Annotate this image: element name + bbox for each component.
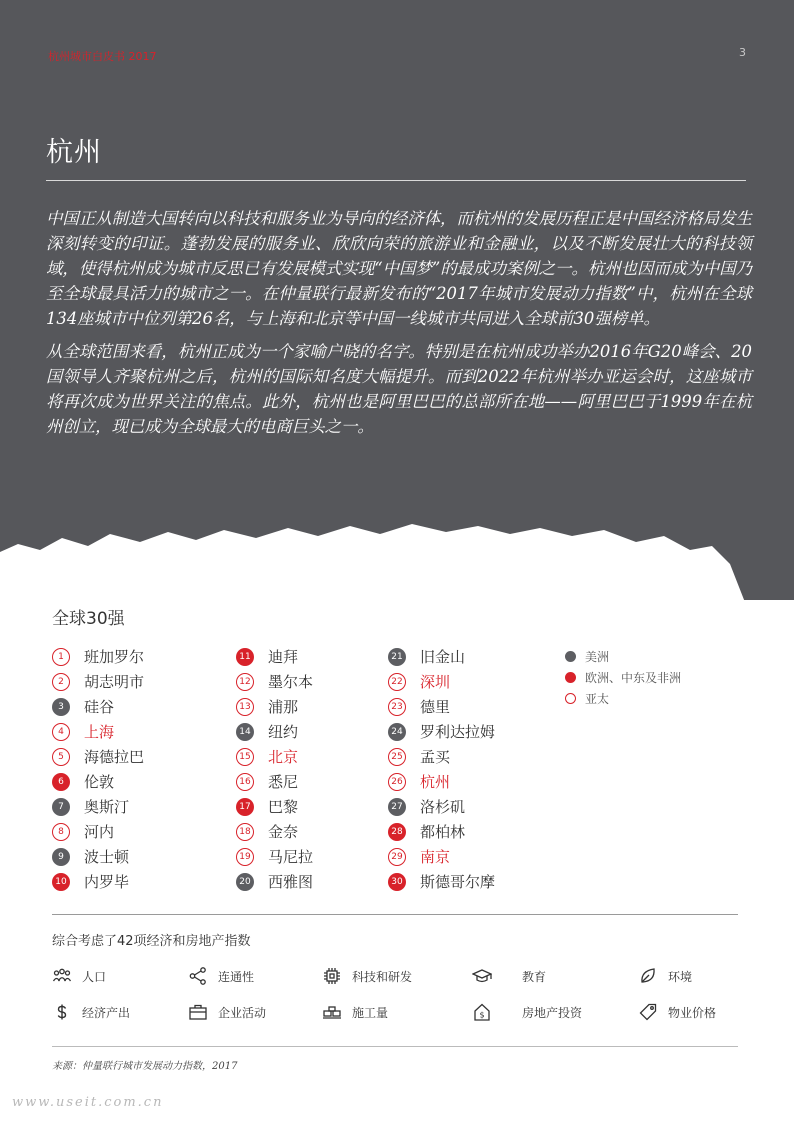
rank-badge: 18 [236,823,254,841]
city-name: 纽约 [268,723,299,741]
city-name: 河内 [84,823,115,841]
city-name: 奥斯汀 [84,798,130,816]
city-name: 班加罗尔 [84,648,145,666]
rank-item [388,719,495,744]
page-number: 3 [739,46,746,59]
chip-icon [322,966,342,986]
rank-item [388,644,495,669]
rank-item [388,819,495,844]
house-dollar-icon [472,1002,492,1022]
indicator-business-activity [188,1001,266,1023]
rank-badge: 10 [52,873,70,891]
city-name: 西雅图 [268,873,314,891]
indicator-education [472,965,546,987]
city-name: 悉尼 [268,773,299,791]
city-name: 硅谷 [84,698,115,716]
city-name: 洛杉矶 [420,798,466,816]
rank-item [388,769,495,794]
title-divider [46,180,746,181]
apac-dot-icon [565,693,576,704]
section-title: 杭州 [46,137,102,168]
svg-text:$: $ [479,1010,485,1020]
city-name: 德里 [420,698,451,716]
rank-item [52,644,144,669]
rank-badge: 29 [388,848,406,866]
rank-badge: 21 [388,648,406,666]
rank-badge: 23 [388,698,406,716]
city-name: 内罗毕 [84,873,130,891]
rank-item [52,744,144,769]
indicator-tech-rd [322,965,412,987]
rank-badge: 15 [236,748,254,766]
rank-item [52,844,144,869]
price-tag-icon [638,1002,658,1022]
rank-badge: 3 [52,698,70,716]
rank-item [236,744,313,769]
indicator-label: 经济产出 [82,1005,131,1020]
source-note: 来源：仲量联行城市发展动力指数，2017 [52,1061,238,1072]
rank-badge: 24 [388,723,406,741]
rank-item [388,794,495,819]
indicator-property-prices [638,1001,716,1023]
rank-item [236,869,313,894]
rank-badge: 16 [236,773,254,791]
rank-item [388,744,495,769]
briefcase-icon [188,1002,208,1022]
city-name: 深圳 [420,673,451,691]
indicator-environment [638,965,692,987]
section-divider [52,914,738,915]
city-name: 南京 [420,848,451,866]
legend-item-americas [565,646,681,667]
ranking-column [388,644,495,894]
rank-item [388,669,495,694]
city-name: 斯德哥尔摩 [420,873,496,891]
indicator-label: 施工量 [352,1005,389,1020]
rank-badge: 26 [388,773,406,791]
rank-badge: 14 [236,723,254,741]
indicator-label: 人口 [82,969,107,984]
rank-badge: 4 [52,723,70,741]
indicators-title: 综合考虑了42项经济和房地产指数 [52,934,251,949]
rank-badge: 7 [52,798,70,816]
construction-icon [322,1002,342,1022]
indicator-real-estate-investment [472,1001,582,1023]
ranking-column [236,644,313,894]
intro-paragraph: 中国正从制造大国转向以科技和服务业为导向的经济体，而杭州的发展历程正是中国经济格局发生深刻转变的印证。蓬勃发展的服务业、欣欣向荣的旅游业和金融业，以及不断发展壮大的科技领域，使得杭州成为城市反思已有发展模式实现“中国梦”的最成功案例之一。杭州也因而成为中国乃至全球最具活力的城市之一。在仲量联行最新发布的“2017年城市发展动力指数”中，杭州在全球134座城市中位列第26名，与上海和北京等中国一线城市共同进入全球前30强榜单。 [46,209,752,328]
rank-badge: 11 [236,648,254,666]
city-name: 墨尔本 [268,673,314,691]
ranking-column [52,644,144,894]
legend-label: 美洲 [585,650,610,664]
rank-badge: 28 [388,823,406,841]
city-name: 海德拉巴 [84,748,145,766]
ranking-title: 全球30强 [52,609,125,629]
leaf-icon [638,966,658,986]
rank-item [236,694,313,719]
city-name: 都柏林 [420,823,466,841]
emea-dot-icon [565,672,576,683]
americas-dot-icon [565,651,576,662]
rank-item [236,719,313,744]
rank-badge: 30 [388,873,406,891]
indicator-connectivity [188,965,254,987]
rank-item [236,769,313,794]
rank-item [236,644,313,669]
footer-divider [52,1046,738,1047]
region-legend [565,646,681,709]
dollar-icon [52,1002,72,1022]
legend-label: 欧洲、中东及非洲 [585,671,682,685]
rank-item [52,869,144,894]
rank-item [388,694,495,719]
graduation-cap-icon [472,966,492,986]
rank-item [52,719,144,744]
legend-item-emea [565,667,681,688]
rank-item [52,669,144,694]
rank-item [52,769,144,794]
city-name: 波士顿 [84,848,130,866]
rank-badge: 9 [52,848,70,866]
city-name: 胡志明市 [84,673,145,691]
rank-badge: 19 [236,848,254,866]
report-title: 杭州城市白皮书 2017 [48,50,157,63]
indicator-label: 房地产投资 [522,1005,583,1020]
city-name: 巴黎 [268,798,299,816]
indicator-label: 科技和研发 [352,969,413,984]
rank-badge: 12 [236,673,254,691]
indicator-population [52,965,106,987]
rank-badge: 20 [236,873,254,891]
city-name: 上海 [84,723,115,741]
rank-badge: 8 [52,823,70,841]
rank-badge: 25 [388,748,406,766]
rank-badge: 2 [52,673,70,691]
city-name: 伦敦 [84,773,115,791]
city-name: 金奈 [268,823,299,841]
indicator-economic-output [52,1001,130,1023]
rank-item [236,819,313,844]
legend-label: 亚太 [585,692,610,706]
rank-badge: 5 [52,748,70,766]
people-icon [52,966,72,986]
city-name: 浦那 [268,698,299,716]
indicator-label: 连通性 [218,969,255,984]
city-name: 马尼拉 [268,848,314,866]
watermark: www.useit.com.cn [12,1095,164,1110]
city-name: 罗利达拉姆 [420,723,496,741]
rank-item [52,794,144,819]
indicator-label: 教育 [522,969,547,984]
rank-badge: 1 [52,648,70,666]
rank-item [52,694,144,719]
rank-item [236,794,313,819]
city-name: 杭州 [420,773,451,791]
rank-item [236,669,313,694]
rank-item [388,844,495,869]
rank-item [388,869,495,894]
city-name: 北京 [268,748,299,766]
indicator-construction [322,1001,388,1023]
share-icon [188,966,208,986]
rank-badge: 6 [52,773,70,791]
rank-badge: 17 [236,798,254,816]
rank-item [236,844,313,869]
rank-badge: 27 [388,798,406,816]
city-name: 迪拜 [268,648,299,666]
intro-text [46,206,752,447]
rank-badge: 22 [388,673,406,691]
legend-item-apac [565,688,681,709]
intro-paragraph: 从全球范围来看，杭州正成为一个家喻户晓的名字。特别是在杭州成功举办2016年G20峰会、20国领导人齐聚杭州之后，杭州的国际知名度大幅提升。而到2022年杭州举办亚运会时，这座城市将再次成为世界关注的焦点。此外，杭州也是阿里巴巴的总部所在地——阿里巴巴于1999年在杭州创立，现已成为全球最大的电商巨头之一。 [46,342,752,436]
indicator-label: 物业价格 [668,1005,717,1020]
indicator-label: 环境 [668,969,693,984]
rank-badge: 13 [236,698,254,716]
city-name: 旧金山 [420,648,466,666]
rank-item [52,819,144,844]
indicator-label: 企业活动 [218,1005,267,1020]
city-name: 孟买 [420,748,451,766]
